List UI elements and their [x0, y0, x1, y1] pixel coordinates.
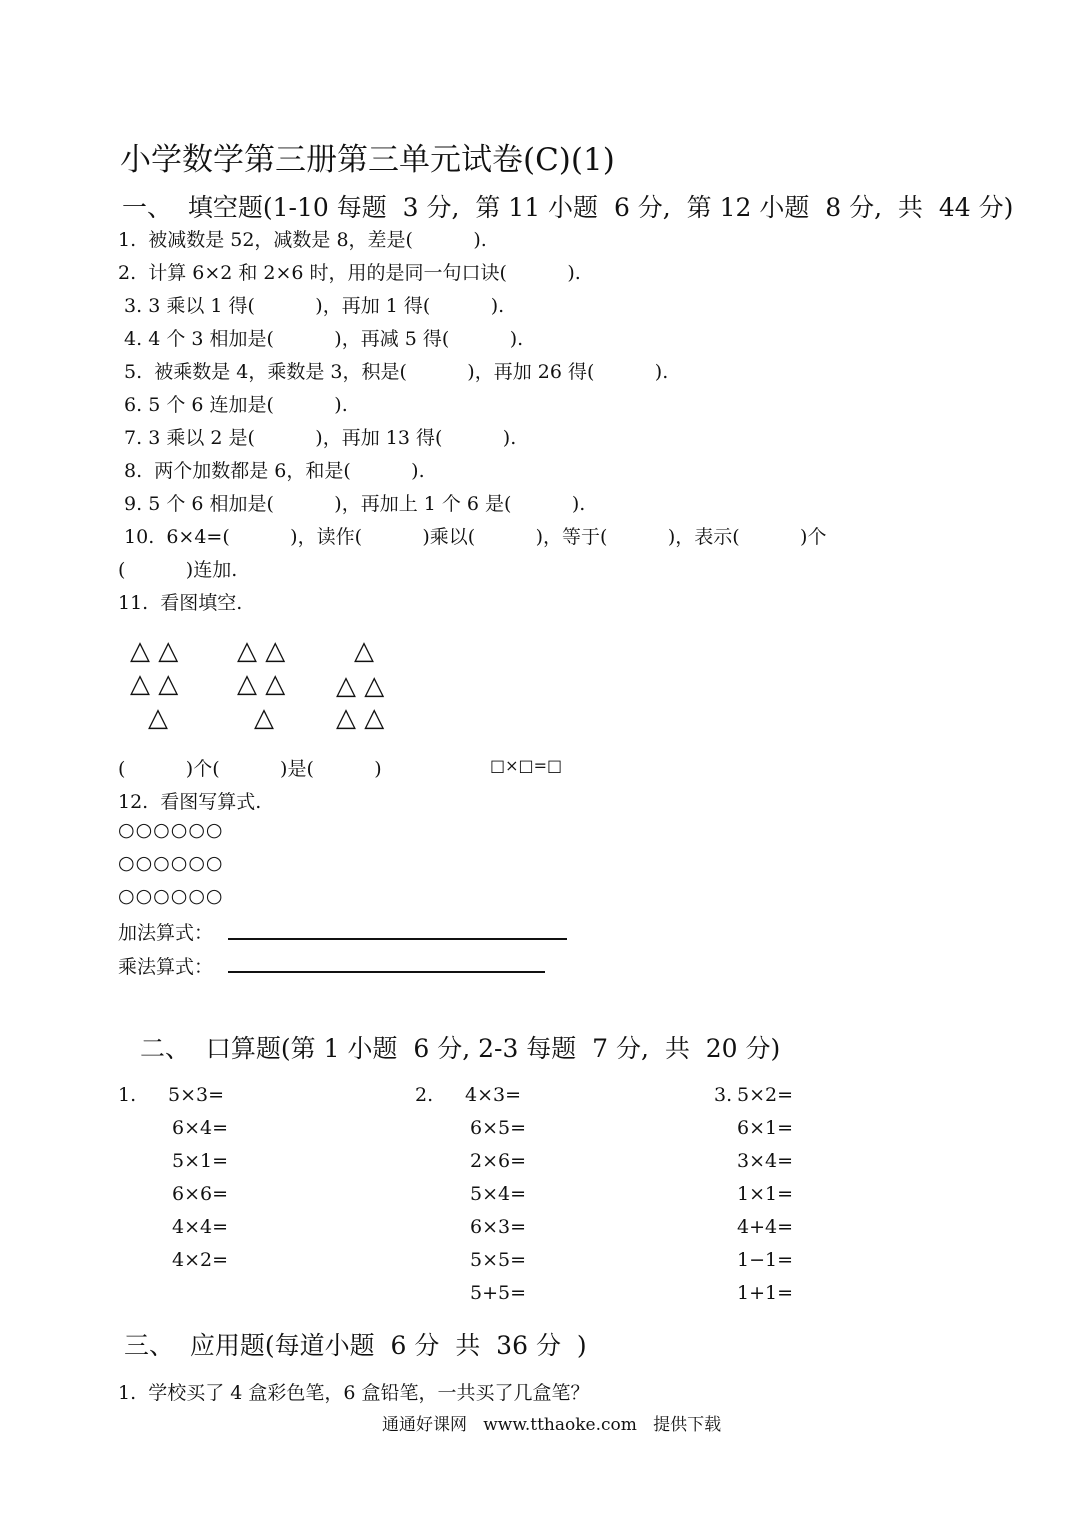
calc-item: 6×6= [172, 1183, 229, 1205]
calc-item: 5×3= [168, 1084, 225, 1106]
calc-item: 6×5= [470, 1117, 527, 1139]
circle-row: ○○○○○○ [118, 885, 224, 907]
question-line: 3. 3 乘以 1 得( )，再加 1 得( ). [118, 295, 505, 317]
triangle-group-1-row-3: △ [148, 703, 168, 733]
col2-number: 2. [415, 1084, 434, 1106]
question-line: 8. 两个加数都是 6，和是( ). [118, 460, 425, 482]
question-line: 6. 5 个 6 连加是( ). [118, 394, 348, 416]
q11-answer-blanks: ( )个( )是( ) [118, 758, 382, 780]
application-question-1: 1. 学校买了 4 盒彩色笔，6 盒铅笔，一共买了几盒笔？ [118, 1382, 590, 1404]
circle-row: ○○○○○○ [118, 852, 224, 874]
triangle-group-2-row-1: △ △ [237, 636, 286, 666]
calc-item: 5+5= [470, 1282, 527, 1304]
triangle-group-1-row-2: △ △ [130, 669, 179, 699]
calc-item: 1×1= [737, 1183, 794, 1205]
section-1-heading: 一、 填空题(1-10 每题 3 分, 第 11 小题 6 分, 第 12 小题 8 分, 共 44 分) [122, 193, 1014, 222]
triangle-group-3-row-2: △ △ [336, 671, 385, 701]
triangle-group-2-row-2: △ △ [237, 669, 286, 699]
calc-item: 6×1= [737, 1117, 794, 1139]
calc-item: 5×4= [470, 1183, 527, 1205]
triangle-group-2-row-3: △ [254, 703, 274, 733]
col3-number: 3. [714, 1084, 733, 1106]
calc-item: 4×3= [465, 1084, 522, 1106]
multiplication-label: 乘法算式： [118, 956, 214, 978]
calc-item: 2×6= [470, 1150, 527, 1172]
addition-label: 加法算式： [118, 922, 214, 944]
section-3-heading: 三、 应用题(每道小题 6 分 共 36 分 ) [124, 1331, 587, 1360]
question-line: ( )连加. [118, 559, 238, 581]
calc-item: 4+4= [737, 1216, 794, 1238]
calc-item: 5×2= [737, 1084, 794, 1106]
calc-item: 3×4= [737, 1150, 794, 1172]
multiplication-answer-line [228, 971, 545, 973]
calc-item: 4×2= [172, 1249, 229, 1271]
page-title: 小学数学第三册第三单元试卷(C)(1) [120, 142, 615, 178]
calc-item: 5×1= [172, 1150, 229, 1172]
question-line: 7. 3 乘以 2 是( )，再加 13 得( ). [118, 427, 517, 449]
question-line: 5. 被乘数是 4，乘数是 3，积是( )，再加 26 得( ). [118, 361, 669, 383]
col1-number: 1. [118, 1084, 137, 1106]
question-line: 10. 6×4=( )，读作( )乘以( )，等于( )，表示( )个 [118, 526, 827, 548]
q11-formula: □×□=□ [490, 756, 563, 775]
triangle-group-3-row-3: △ △ [336, 703, 385, 733]
calc-item: 6×4= [172, 1117, 229, 1139]
triangle-group-3-row-1: △ [354, 636, 374, 666]
question-line: 9. 5 个 6 相加是( )，再加上 1 个 6 是( ). [118, 493, 586, 515]
question-line: 4. 4 个 3 相加是( )，再减 5 得( ). [118, 328, 524, 350]
question-line: 1. 被减数是 52，减数是 8，差是( ). [118, 229, 487, 251]
question-line: 11. 看图填空. [118, 592, 243, 614]
addition-answer-line [228, 938, 567, 940]
calc-item: 6×3= [470, 1216, 527, 1238]
question-line: 2. 计算 6×2 和 2×6 时，用的是同一句口诀( ). [118, 262, 581, 284]
calc-item: 1+1= [737, 1282, 794, 1304]
circle-row: ○○○○○○ [118, 819, 224, 841]
q12-label: 12. 看图写算式. [118, 791, 262, 813]
calc-item: 1−1= [737, 1249, 794, 1271]
calc-item: 4×4= [172, 1216, 229, 1238]
section-2-heading: 二、 口算题(第 1 小题 6 分, 2-3 每题 7 分, 共 20 分) [140, 1034, 781, 1063]
triangle-group-1-row-1: △ △ [130, 636, 179, 666]
calc-item: 5×5= [470, 1249, 527, 1271]
footer-credit: 通通好课网 www.tthaoke.com 提供下载 [382, 1415, 722, 1435]
